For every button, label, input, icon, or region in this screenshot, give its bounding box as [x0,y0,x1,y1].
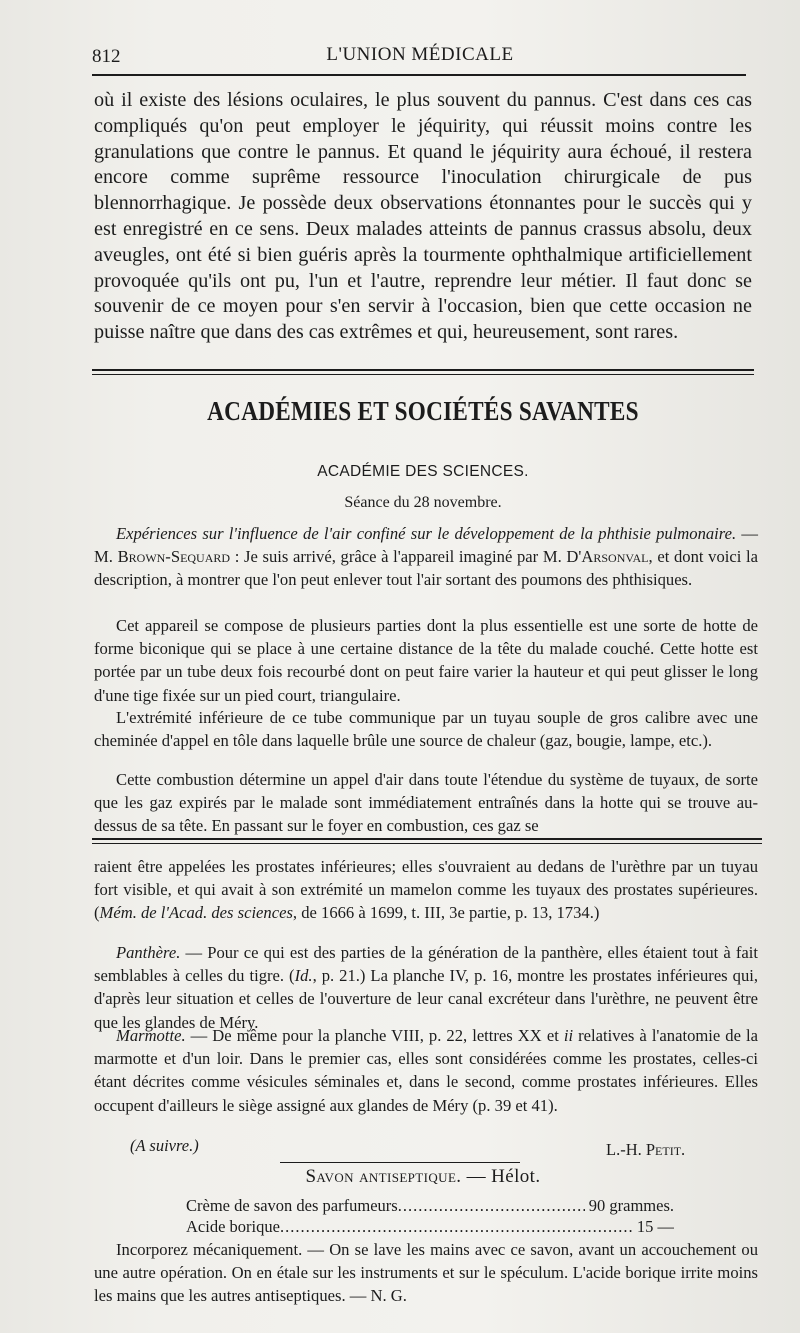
article-dash: — M. [94,524,758,567]
article-paragraph: Cet appareil se compose de plusieurs parties dont la plus essentielle est une sorte de hotte de forme biconique qui se place à une certaine distance de la tête du malade couché. Cette hotte est portée par un tube deux fois recourbé dont on peut faire varier la hauteur et qui peut glisser le long d'une tige fixée sur un pied court, triangulaire. [94,616,758,705]
lower-paragraph [94,855,758,925]
section-title: ACADÉMIES ET SOCIÉTÉS SAVANTES [207,396,639,426]
lower-text: — De même pour la planche VIII, p. 22, lettres XX et [185,1026,564,1045]
article-author: Brown-Sequard [117,547,231,567]
article-paragraph: Cette combustion détermine un appel d'air dans toute l'étendue du système de tuyaux, de sorte que les gaz expirés par le malade sont immédiatement entraînés dans la hotte qui se trouve au-dessus de sa tête. En passant sur le foyer en combustion, ces gaz se [94,770,758,836]
intro-paragraph: où il existe des lésions oculaires, le plus souvent du pannus. C'est dans ces cas compliqués qu'on peut employer le jéquirity, qui réussit moins contre les granulations que contre le pannus. Et quand le jéquirity aura échoué, il restera encore comme suprême ressource l'inoculation chirurgicale de pus blennorrhagique. Je possède deux observations étonnantes pour le succès qui y est enregistré en ce sens. Deux malades atteints de pannus crassus absolu, deux aveugles, ont été si bien guéris après la tourmente ophthalmique artificiellement provoquée qu'ils ont pu, l'un et l'autre, reprendre leur métier. Il faut donc se souvenir de ce moyen pour s'en servir à l'occasion, bien que cette occasion ne puisse naître que dans des cas extrêmes et qui, heureusement, sont rares. [94,89,752,344]
header-rule [92,74,746,76]
lower-reference: Id. [294,966,313,986]
paragraph-label: Marmotte. [116,1026,186,1045]
session-date: Séance du 28 novembre. [344,494,502,511]
academy-heading: ACADÉMIE DES SCIENCES. [317,463,529,480]
article-person: D'Arsonval [566,547,649,567]
lower-text: , de 1666 à 1699, t. III, 3e partie, p. 13, 1734.) [292,903,600,923]
lower-reference: Mém. de l'Acad. des sciences [99,903,293,923]
column-divider-bottom [92,843,762,844]
author-signature: L.-H. Petit. [606,1140,686,1159]
ingredient-quantity: 90 grammes. [588,1196,674,1215]
section-divider-bottom [92,374,754,375]
paragraph-label: Panthère. [116,943,181,962]
article-title: Expériences sur l'influence de l'air confiné sur le développement de la phthisie pulmonaire. [116,524,737,543]
lower-text: relatives à l'anatomie de la marmotte et d'un loir. Dans le premier cas, elles sont considérées comme les prostates, celles-ci étant décrites comme vésicules séminales et, dans le second, comme prostates inférieures. Elles occupent d'ailleurs le siège assigné aux glandes de Méry (p. 39 et 41). [94,1026,758,1115]
journal-title: L'UNION MÉDICALE [326,44,514,65]
article-opening-text: : Je suis arrivé, grâce à l'appareil imaginé par M. [230,547,567,567]
article-opening [94,522,758,592]
recipe-row [186,1217,674,1237]
recipe-title: Savon antiseptique. — Hélot. [305,1166,541,1187]
recipe-row [186,1196,674,1216]
page-header [90,38,750,68]
ingredient-quantity: 15 — [636,1217,674,1236]
article-paragraph: L'extrémité inférieure de ce tube communique par un tuyau souple de gros calibre avec une cheminée d'appel en tôle dans laquelle brûle une source de chaleur (gaz, bougie, lampe, etc.). [94,708,758,751]
lower-paragraph [94,941,758,1034]
lower-text: raient être appelées les prostates inférieures; elles s'ouvraient au dedans de l'urèthre par un tuyau fort visible, et qui avait à son extrémité un mamelon comme les tuyaux des prostates supérieures. ( [94,857,758,923]
lower-text: — Pour ce qui est des parties de la génération de la panthère, elles étaient tout à fait semblables à celles du tigre. ( [94,943,758,986]
page-number: 812 [92,46,121,67]
lower-paragraph [94,1024,758,1117]
recipe-separator [280,1162,520,1163]
to-be-continued: (A suivre.) [130,1136,199,1155]
ingredient-name: Crème de savon des parfumeurs [186,1196,398,1215]
article-opening-end: , et dont voici la description, à montrer que l'on peut enlever tout l'air sortant des poumons des phthisiques. [94,547,758,590]
recipe-instructions: Incorporez mécaniquement. — On se lave les mains avec ce savon, avant un accouchement ou une autre opération. On en étale sur les instruments et sur le spéculum. L'acide borique irrite moins les mains que les autres antiseptiques. — N. G. [94,1240,758,1306]
lower-text: , p. 21.) La planche IV, p. 16, montre les prostates inférieures qui, d'après leur situation et celles de l'ouverture de leur canal excréteur dans l'urèthre, ne peuvent être que les glandes de Méry. [94,966,758,1032]
lower-italic: ii [563,1026,574,1045]
ingredient-name: Acide borique [186,1217,280,1236]
column-divider-top [92,838,762,840]
section-divider-top [92,369,754,371]
